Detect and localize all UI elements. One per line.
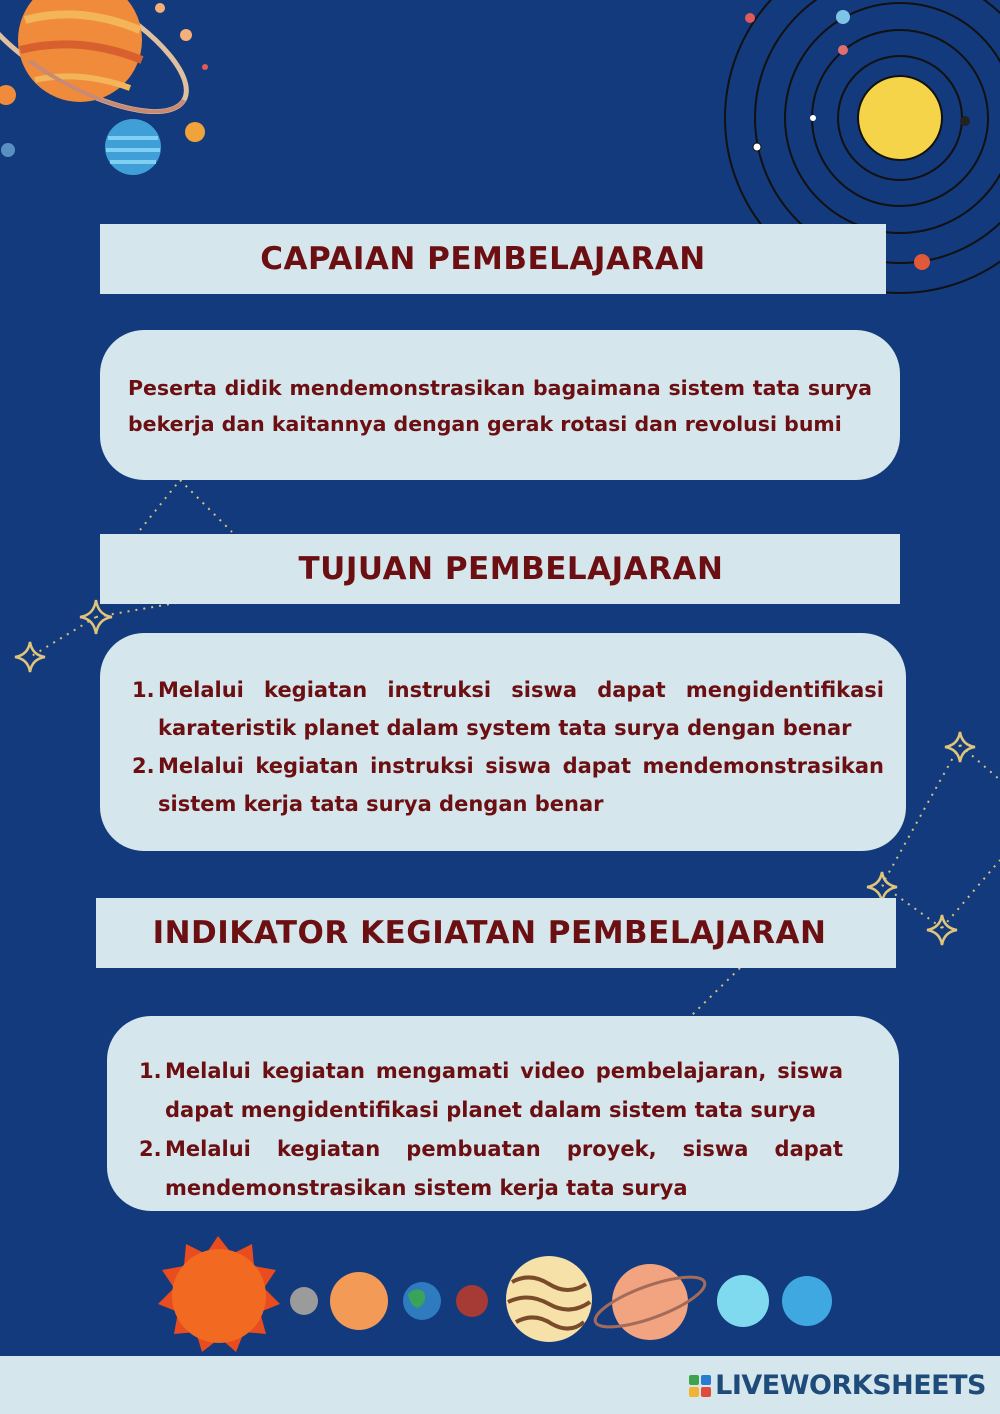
saturn-icon <box>590 1264 710 1340</box>
sun-icon <box>858 76 942 160</box>
list-number: 1. <box>139 1059 162 1083</box>
capaian-heading: CAPAIAN PEMBELAJARAN <box>260 241 706 277</box>
planet-dot-icon <box>838 45 848 55</box>
list-number: 2. <box>139 1137 162 1161</box>
star-dot-icon <box>1 143 15 157</box>
tujuan-heading-bar <box>100 534 900 604</box>
list-item <box>139 1130 843 1208</box>
planet-dot-icon <box>836 10 850 24</box>
sun-icon <box>158 1236 280 1352</box>
tujuan-heading: TUJUAN PEMBELAJARAN <box>298 551 724 587</box>
sparkle-star-icon <box>15 600 112 672</box>
footer-bar <box>0 1356 1000 1414</box>
planet-dot-icon <box>960 116 970 126</box>
list-text: Melalui kegiatan instruksi siswa dapat mengidentifikasi karateristik planet dalam system tata surya dengan benar <box>158 678 884 740</box>
planet-dot-icon <box>810 115 816 121</box>
star-dot-icon <box>202 64 208 70</box>
indikator-heading-bar <box>96 898 896 968</box>
indikator-heading: INDIKATOR KEGIATAN PEMBELAJARAN <box>152 915 827 951</box>
capaian-card <box>100 330 900 480</box>
mars-icon <box>456 1285 488 1317</box>
blue-planet-icon <box>105 119 161 175</box>
mercury-icon <box>290 1287 318 1315</box>
neptune-icon <box>782 1276 832 1326</box>
star-dot-icon <box>155 3 165 13</box>
planet-dot-icon <box>914 254 930 270</box>
list-text: Melalui kegiatan instruksi siswa dapat mendemonstrasikan sistem kerja tata surya dengan benar <box>158 754 884 816</box>
jupiter-icon <box>506 1256 592 1342</box>
ringed-planet-icon <box>0 0 206 139</box>
brand-name: LIVEWORKSHEETS <box>715 1370 986 1401</box>
uranus-icon <box>717 1275 769 1327</box>
earth-icon <box>403 1282 441 1320</box>
indikator-list <box>139 1052 843 1208</box>
list-item <box>139 1052 843 1130</box>
list-text: Melalui kegiatan mengamati video pembelajaran, siswa dapat mengidentifikasi planet dalam sistem tata surya <box>165 1059 843 1122</box>
planet-dot-icon <box>753 143 761 151</box>
indikator-card <box>107 1016 899 1211</box>
tujuan-list <box>132 671 884 823</box>
venus-icon <box>330 1272 388 1330</box>
list-item <box>132 671 884 747</box>
capaian-heading-bar <box>100 224 886 294</box>
liveworksheets-logo[interactable] <box>689 1370 986 1401</box>
list-number: 2. <box>132 754 155 778</box>
small-planet-icon <box>0 85 16 105</box>
star-dot-icon <box>180 29 192 41</box>
list-text: Melalui kegiatan pembuatan proyek, siswa dapat mendemonstrasikan sistem kerja tata surya <box>165 1137 843 1200</box>
list-number: 1. <box>132 678 155 702</box>
liveworksheets-logo-icon <box>689 1375 711 1397</box>
planet-dot-icon <box>745 13 755 23</box>
small-planet-icon <box>185 122 205 142</box>
tujuan-card <box>100 633 906 851</box>
capaian-text: Peserta didik mendemonstrasikan bagaimana sistem tata surya bekerja dan kaitannya dengan gerak rotasi dan revolusi bumi <box>128 376 872 436</box>
list-item <box>132 747 884 823</box>
